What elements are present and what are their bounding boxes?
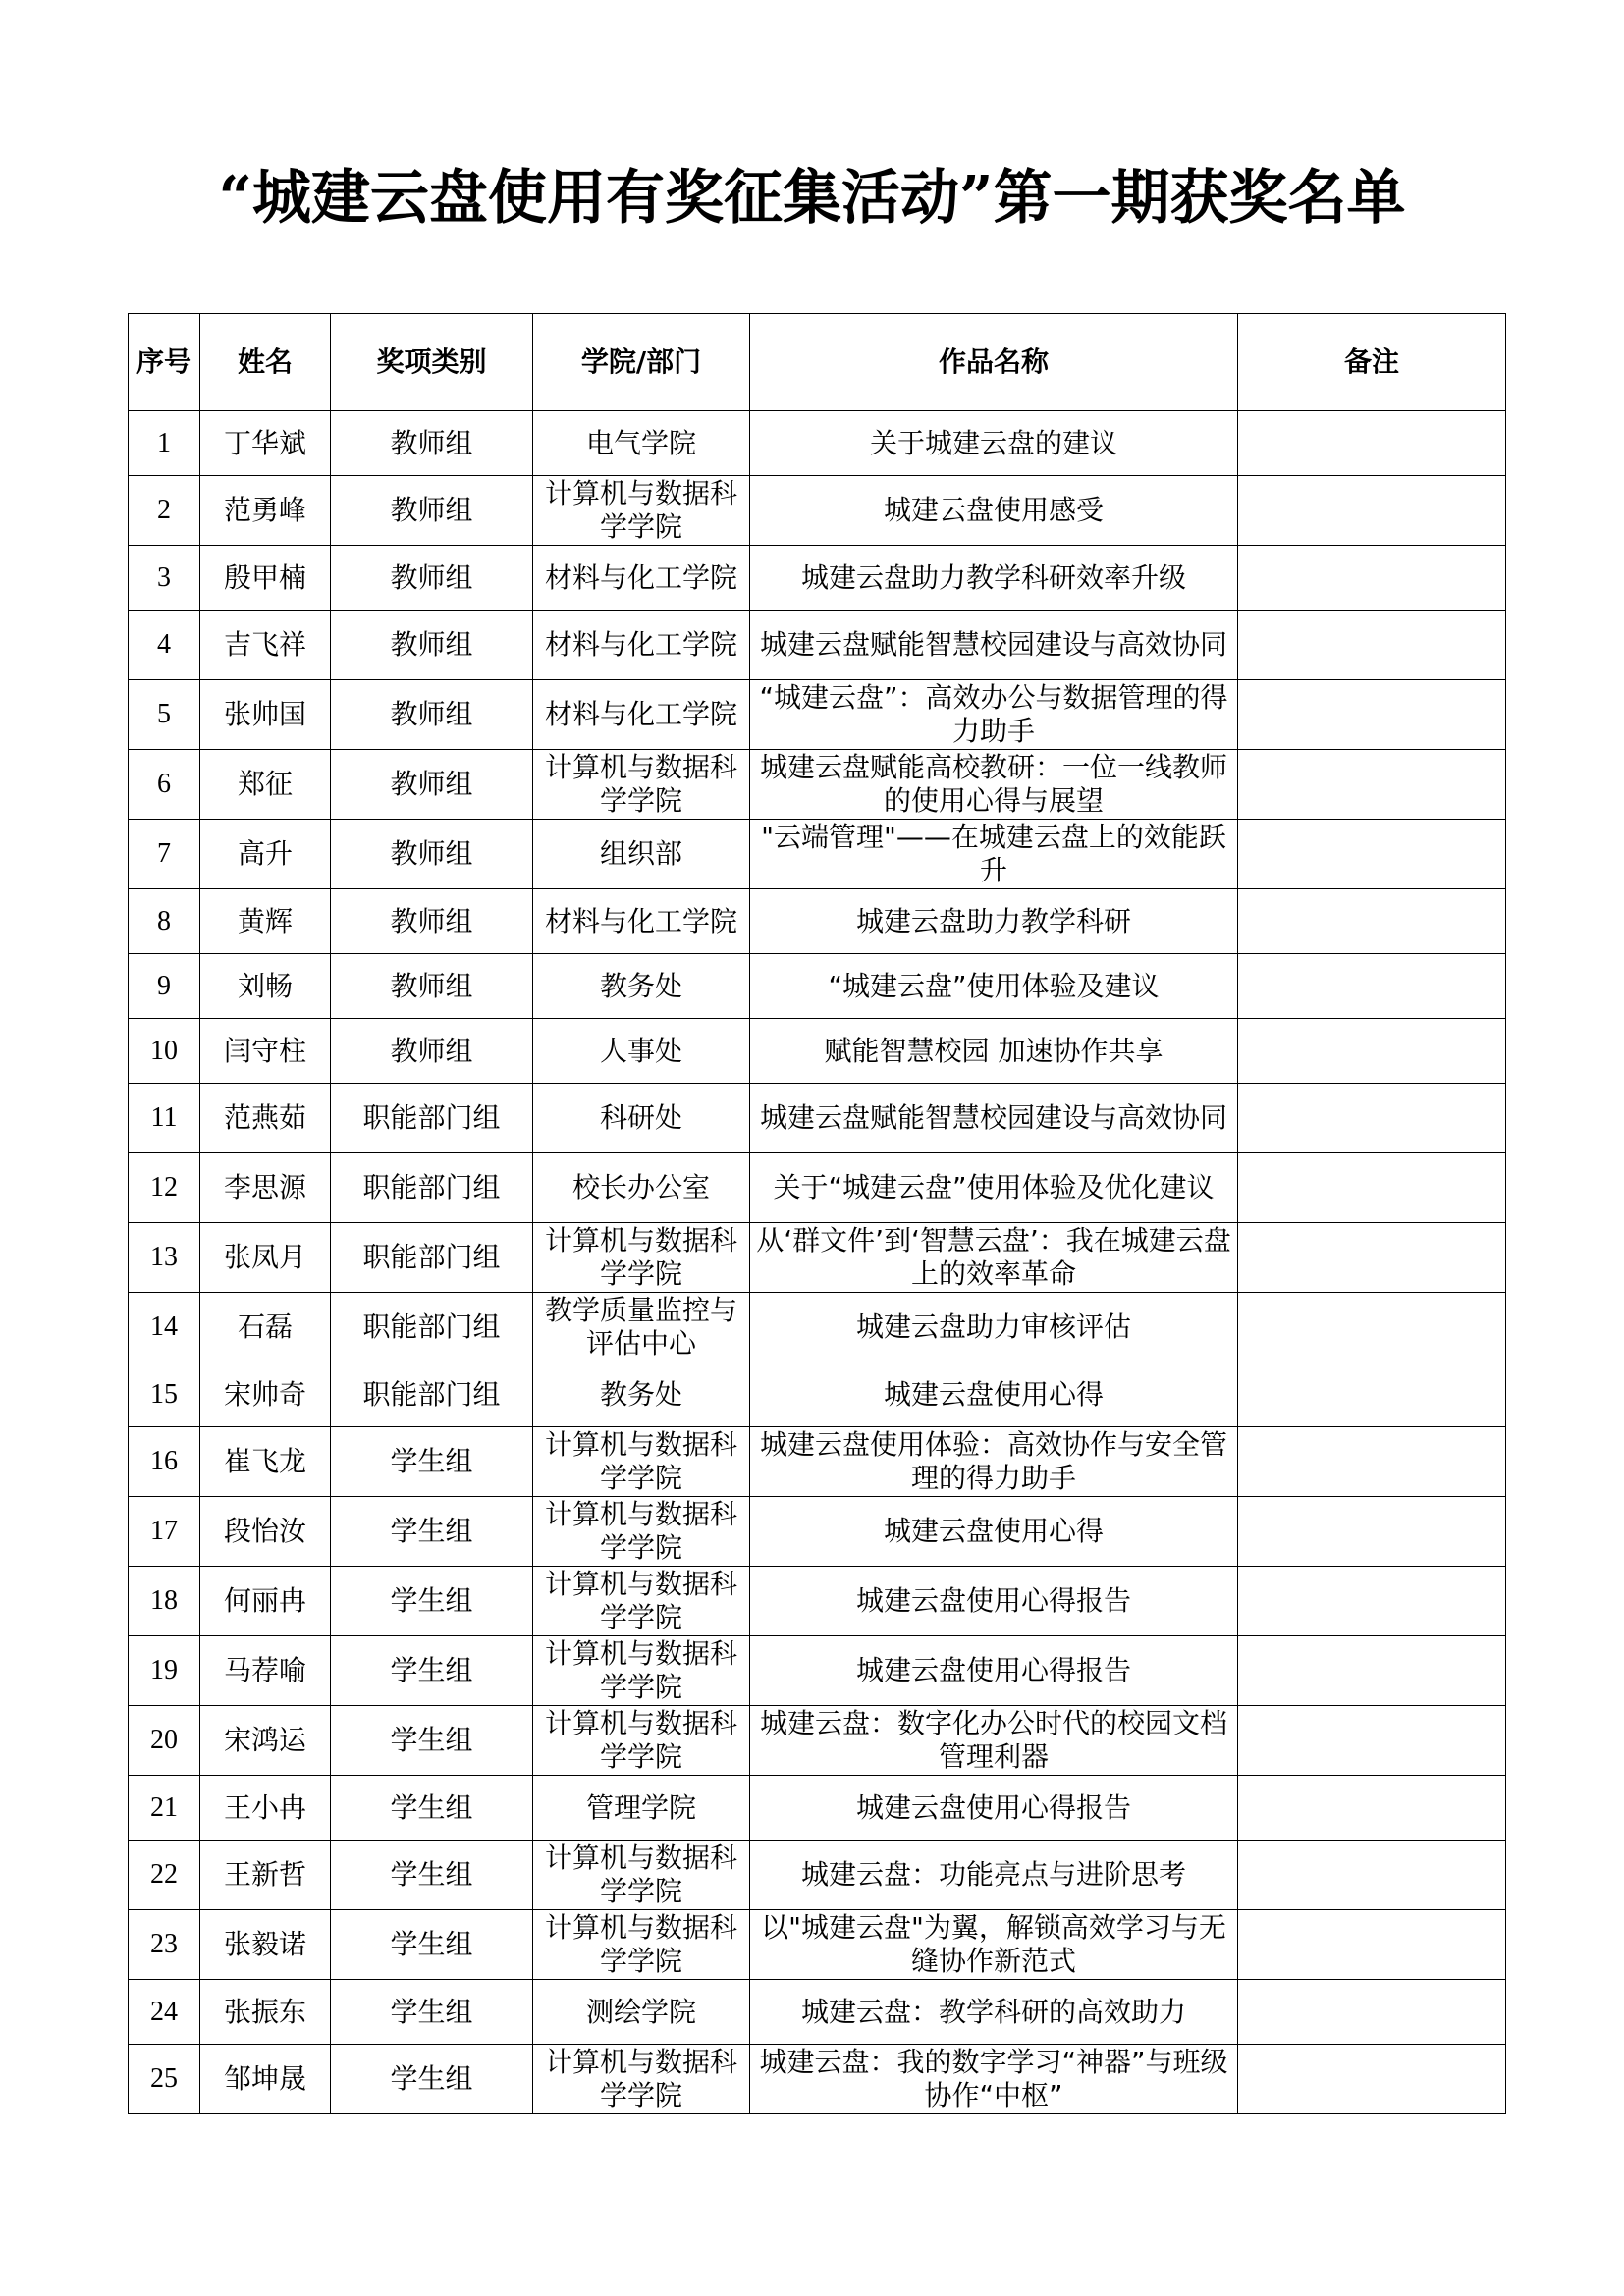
- cell-dept: 计算机与数据科学学院: [533, 1706, 750, 1776]
- cell-no: 18: [129, 1567, 200, 1636]
- cell-note: [1238, 680, 1506, 750]
- cell-dept: 人事处: [533, 1019, 750, 1084]
- cell-category: 教师组: [331, 546, 533, 611]
- table-row: [129, 1084, 1506, 1153]
- cell-name: 殷甲楠: [200, 546, 331, 611]
- cell-note: [1238, 1567, 1506, 1636]
- table-row: [129, 820, 1506, 889]
- table-row: [129, 611, 1506, 680]
- table-row: [129, 2045, 1506, 2114]
- cell-no: 4: [129, 611, 200, 680]
- cell-note: [1238, 476, 1506, 546]
- cell-category: 教师组: [331, 954, 533, 1019]
- cell-no: 24: [129, 1980, 200, 2045]
- cell-dept: 计算机与数据科学学院: [533, 1427, 750, 1497]
- cell-name: 张振东: [200, 1980, 331, 2045]
- cell-no: 22: [129, 1841, 200, 1910]
- cell-name: 闫守柱: [200, 1019, 331, 1084]
- cell-dept: 科研处: [533, 1084, 750, 1153]
- cell-dept: 材料与化工学院: [533, 680, 750, 750]
- cell-work: 城建云盘：数字化办公时代的校园文档管理利器: [750, 1706, 1238, 1776]
- cell-category: 教师组: [331, 750, 533, 820]
- cell-category: 教师组: [331, 680, 533, 750]
- table-row: [129, 1223, 1506, 1293]
- cell-work: 赋能智慧校园 加速协作共享: [750, 1019, 1238, 1084]
- cell-dept: 校长办公室: [533, 1153, 750, 1223]
- cell-no: 19: [129, 1636, 200, 1706]
- cell-note: [1238, 1497, 1506, 1567]
- cell-category: 学生组: [331, 1776, 533, 1841]
- cell-name: 张帅国: [200, 680, 331, 750]
- table-row: [129, 1427, 1506, 1497]
- table-row: [129, 1910, 1506, 1980]
- cell-note: [1238, 546, 1506, 611]
- cell-note: [1238, 1980, 1506, 2045]
- cell-work: "云端管理"——在城建云盘上的效能跃升: [750, 820, 1238, 889]
- cell-note: [1238, 1910, 1506, 1980]
- table-row: [129, 1980, 1506, 2045]
- cell-no: 21: [129, 1776, 200, 1841]
- cell-no: 20: [129, 1706, 200, 1776]
- cell-name: 石磊: [200, 1293, 331, 1362]
- cell-category: 学生组: [331, 1427, 533, 1497]
- cell-name: 邹坤晟: [200, 2045, 331, 2114]
- table-row: [129, 954, 1506, 1019]
- cell-work: 城建云盘赋能智慧校园建设与高效协同: [750, 1084, 1238, 1153]
- col-header-dept: 学院/部门: [533, 314, 750, 411]
- table-row: [129, 411, 1506, 476]
- cell-work: 城建云盘助力教学科研: [750, 889, 1238, 954]
- header-row: [129, 314, 1506, 411]
- cell-dept: 管理学院: [533, 1776, 750, 1841]
- table-row: [129, 1776, 1506, 1841]
- cell-name: 宋帅奇: [200, 1362, 331, 1427]
- cell-note: [1238, 820, 1506, 889]
- cell-note: [1238, 954, 1506, 1019]
- cell-no: 25: [129, 2045, 200, 2114]
- cell-work: 城建云盘使用心得: [750, 1497, 1238, 1567]
- col-header-note: 备注: [1238, 314, 1506, 411]
- cell-dept: 计算机与数据科学学院: [533, 1497, 750, 1567]
- table-row: [129, 1706, 1506, 1776]
- page-title: “城建云盘使用有奖征集活动”第一期获奖名单: [218, 164, 1406, 233]
- table-row: [129, 750, 1506, 820]
- cell-dept: 计算机与数据科学学院: [533, 1841, 750, 1910]
- cell-dept: 组织部: [533, 820, 750, 889]
- cell-dept: 计算机与数据科学学院: [533, 750, 750, 820]
- cell-no: 8: [129, 889, 200, 954]
- cell-note: [1238, 1153, 1506, 1223]
- cell-name: 王新哲: [200, 1841, 331, 1910]
- cell-category: 学生组: [331, 1980, 533, 2045]
- table-row: [129, 1293, 1506, 1362]
- cell-name: 张毅诺: [200, 1910, 331, 1980]
- cell-name: 张凤月: [200, 1223, 331, 1293]
- cell-name: 黄辉: [200, 889, 331, 954]
- table-row: [129, 476, 1506, 546]
- cell-no: 11: [129, 1084, 200, 1153]
- cell-note: [1238, 1427, 1506, 1497]
- cell-note: [1238, 1776, 1506, 1841]
- cell-name: 丁华斌: [200, 411, 331, 476]
- cell-category: 职能部门组: [331, 1362, 533, 1427]
- cell-work: 城建云盘使用心得报告: [750, 1776, 1238, 1841]
- cell-dept: 材料与化工学院: [533, 611, 750, 680]
- cell-name: 高升: [200, 820, 331, 889]
- cell-name: 吉飞祥: [200, 611, 331, 680]
- cell-category: 学生组: [331, 1497, 533, 1567]
- cell-work: 从‘群文件’到‘智慧云盘’：我在城建云盘上的效率革命: [750, 1223, 1238, 1293]
- cell-category: 职能部门组: [331, 1293, 533, 1362]
- cell-name: 宋鸿运: [200, 1706, 331, 1776]
- cell-category: 学生组: [331, 1841, 533, 1910]
- cell-category: 职能部门组: [331, 1223, 533, 1293]
- cell-work: 城建云盘使用感受: [750, 476, 1238, 546]
- award-table: [128, 313, 1506, 2114]
- cell-dept: 计算机与数据科学学院: [533, 1910, 750, 1980]
- cell-no: 7: [129, 820, 200, 889]
- cell-note: [1238, 1706, 1506, 1776]
- table-row: [129, 546, 1506, 611]
- cell-no: 16: [129, 1427, 200, 1497]
- cell-no: 5: [129, 680, 200, 750]
- cell-note: [1238, 1293, 1506, 1362]
- cell-no: 10: [129, 1019, 200, 1084]
- cell-dept: 教务处: [533, 1362, 750, 1427]
- cell-work: “城建云盘”：高效办公与数据管理的得力助手: [750, 680, 1238, 750]
- cell-note: [1238, 1084, 1506, 1153]
- cell-name: 崔飞龙: [200, 1427, 331, 1497]
- table-row: [129, 1497, 1506, 1567]
- cell-note: [1238, 1223, 1506, 1293]
- cell-category: 学生组: [331, 1910, 533, 1980]
- cell-no: 9: [129, 954, 200, 1019]
- cell-name: 段怡汝: [200, 1497, 331, 1567]
- cell-name: 李思源: [200, 1153, 331, 1223]
- cell-note: [1238, 411, 1506, 476]
- table-row: [129, 680, 1506, 750]
- cell-dept: 计算机与数据科学学院: [533, 1636, 750, 1706]
- cell-category: 职能部门组: [331, 1084, 533, 1153]
- cell-name: 马荐喻: [200, 1636, 331, 1706]
- cell-name: 刘畅: [200, 954, 331, 1019]
- col-header-category: 奖项类别: [331, 314, 533, 411]
- cell-work: 城建云盘使用心得: [750, 1362, 1238, 1427]
- cell-work: 城建云盘助力审核评估: [750, 1293, 1238, 1362]
- cell-dept: 计算机与数据科学学院: [533, 2045, 750, 2114]
- cell-note: [1238, 1841, 1506, 1910]
- table-row: [129, 1636, 1506, 1706]
- cell-note: [1238, 1636, 1506, 1706]
- cell-work: 以"城建云盘"为翼，解锁高效学习与无缝协作新范式: [750, 1910, 1238, 1980]
- cell-note: [1238, 750, 1506, 820]
- cell-no: 2: [129, 476, 200, 546]
- cell-note: [1238, 2045, 1506, 2114]
- cell-dept: 电气学院: [533, 411, 750, 476]
- col-header-work: 作品名称: [750, 314, 1238, 411]
- cell-no: 23: [129, 1910, 200, 1980]
- cell-dept: 教务处: [533, 954, 750, 1019]
- table-row: [129, 1567, 1506, 1636]
- cell-work: 城建云盘：我的数字学习“神器”与班级协作“中枢”: [750, 2045, 1238, 2114]
- cell-category: 教师组: [331, 820, 533, 889]
- cell-category: 教师组: [331, 611, 533, 680]
- cell-category: 学生组: [331, 1636, 533, 1706]
- cell-work: “城建云盘”使用体验及建议: [750, 954, 1238, 1019]
- cell-no: 17: [129, 1497, 200, 1567]
- cell-category: 教师组: [331, 411, 533, 476]
- cell-name: 郑征: [200, 750, 331, 820]
- cell-work: 城建云盘：功能亮点与进阶思考: [750, 1841, 1238, 1910]
- table-row: [129, 1841, 1506, 1910]
- table-row: [129, 1362, 1506, 1427]
- cell-category: 教师组: [331, 1019, 533, 1084]
- cell-name: 范勇峰: [200, 476, 331, 546]
- cell-dept: 材料与化工学院: [533, 546, 750, 611]
- cell-work: 城建云盘使用体验：高效协作与安全管理的得力助手: [750, 1427, 1238, 1497]
- cell-dept: 材料与化工学院: [533, 889, 750, 954]
- cell-work: 城建云盘：教学科研的高效助力: [750, 1980, 1238, 2045]
- cell-no: 1: [129, 411, 200, 476]
- cell-no: 14: [129, 1293, 200, 1362]
- table-body: [129, 411, 1506, 2114]
- cell-work: 城建云盘使用心得报告: [750, 1636, 1238, 1706]
- cell-note: [1238, 1362, 1506, 1427]
- cell-name: 王小冉: [200, 1776, 331, 1841]
- cell-category: 职能部门组: [331, 1153, 533, 1223]
- cell-work: 关于城建云盘的建议: [750, 411, 1238, 476]
- cell-category: 学生组: [331, 1567, 533, 1636]
- cell-note: [1238, 1019, 1506, 1084]
- cell-work: 城建云盘赋能高校教研：一位一线教师的使用心得与展望: [750, 750, 1238, 820]
- table-row: [129, 889, 1506, 954]
- cell-no: 3: [129, 546, 200, 611]
- cell-dept: 计算机与数据科学学院: [533, 1567, 750, 1636]
- table-row: [129, 1153, 1506, 1223]
- cell-dept: 教学质量监控与评估中心: [533, 1293, 750, 1362]
- cell-no: 15: [129, 1362, 200, 1427]
- cell-work: 城建云盘赋能智慧校园建设与高效协同: [750, 611, 1238, 680]
- cell-work: 城建云盘助力教学科研效率升级: [750, 546, 1238, 611]
- cell-category: 学生组: [331, 1706, 533, 1776]
- cell-category: 教师组: [331, 889, 533, 954]
- cell-work: 城建云盘使用心得报告: [750, 1567, 1238, 1636]
- cell-no: 12: [129, 1153, 200, 1223]
- cell-name: 范燕茹: [200, 1084, 331, 1153]
- cell-no: 13: [129, 1223, 200, 1293]
- cell-note: [1238, 611, 1506, 680]
- cell-note: [1238, 889, 1506, 954]
- cell-no: 6: [129, 750, 200, 820]
- col-header-no: 序号: [129, 314, 200, 411]
- cell-dept: 测绘学院: [533, 1980, 750, 2045]
- cell-category: 学生组: [331, 2045, 533, 2114]
- cell-work: 关于“城建云盘”使用体验及优化建议: [750, 1153, 1238, 1223]
- table-row: [129, 1019, 1506, 1084]
- cell-category: 教师组: [331, 476, 533, 546]
- col-header-name: 姓名: [200, 314, 331, 411]
- cell-dept: 计算机与数据科学学院: [533, 1223, 750, 1293]
- cell-dept: 计算机与数据科学学院: [533, 476, 750, 546]
- cell-name: 何丽冉: [200, 1567, 331, 1636]
